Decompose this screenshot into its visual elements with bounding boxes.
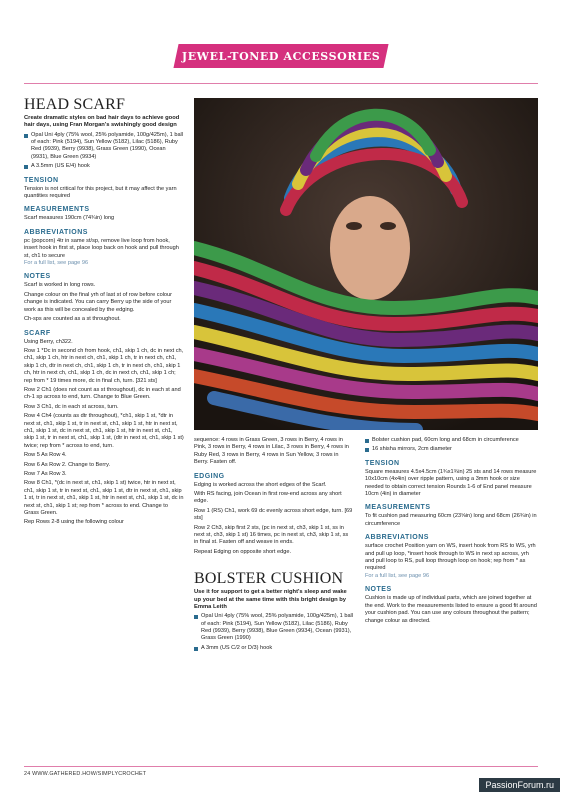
edging-row: Repeat Edging on opposite short edge.	[194, 548, 292, 555]
scarf-row: Row 1 *Dc in second ch from hook, ch1, skip 1 ch, dc in next ch, ch1, skip 1 ch, htr in next ch, ch1, skip 1 ch, tr in next ch, ch1, skip 1 ch, dtr in next ch, ch1, skip 1 ch, tr in next ch, ch1, skip 1 ch, htr in next ch, ch1, skip 1 ch, dc in next ch, ch1, skip 1 ch; rep from * 19 times more, dc in final ch, turn. [321 sts]	[24, 347, 184, 384]
tension-text: Tension is not critical for this project, but it may affect the yarn quantities required	[24, 185, 177, 200]
bolster-materials-item: 16 shisha mirrors, 2cm diameter	[365, 446, 538, 453]
scarf-row: Row 4 Ch4 (counts as dtr throughout), *ch1, skip 1 st, *dtr in next st, ch1, skip 1 st, tr in next st, ch1, skip 1 st, htr in next st, ch1, skip 1 st, dc in next st, ch1, skip 1 st, htr in next st, ch1, skip 1 st, tr in next st, ch1, skip 1 st, (dtr in next st, ch1, skip 1 st) twice; rep from * across to end, turn.	[24, 413, 184, 449]
watermark: PassionForum.ru	[479, 778, 560, 792]
bolster-notes-heading: NOTES	[365, 586, 392, 594]
column-three	[365, 437, 538, 627]
notes-item: Scarf is worked in long rows.	[24, 282, 96, 289]
column-two	[194, 437, 354, 654]
page-footer: 24 WWW.GATHERED.HOW/SIMPLYCROCHET	[24, 771, 147, 777]
scarf-row: Row 2 Ch1 (does not count as st throughout), dc in each st and ch-1 sp across to end, turn. Change to Blue Green.	[24, 386, 181, 401]
scarf-row: Row 3 Ch1, dc in each st across, turn.	[24, 403, 119, 410]
bolster-notes-text: Cushion is made up of individual parts, which are joined together at the end. Work to the measurements listed to ensure a good fit around your cushion pad. You can use any colours throughout the pattern; change colour as directed.	[365, 595, 537, 624]
measurements-text: Scarf measures 190cm (74¾in) long	[24, 215, 115, 222]
bolster-tension-text: Square measures 4.5x4.5cm (1¾x1¾in) 25 sts and 14 rows measure 10x10cm (4x4in) over ripple pattern, using a 3mm hook or size needed to obtain correct tension Rounds 1-6 of End panel measure 10cm (4in) in diameter	[365, 468, 537, 498]
notes-heading: NOTES	[24, 273, 51, 281]
notes-item: Change colour on the final yrh of last st of row before colour change is indicated. You can carry Berry up the side of your work as this will be concealed by the edging.	[24, 291, 173, 313]
section-banner	[173, 44, 388, 68]
bolster-abbreviations-ref: For a full list, see page 96	[365, 572, 430, 579]
head-scarf-title: HEAD SCARF	[24, 96, 126, 113]
head-scarf-intro: Create dramatic styles on bad hair days to achieve good hair days, using Fran Morgan's swishingly good design	[24, 115, 180, 129]
scarf-photo-illustration	[194, 98, 538, 430]
bolster-tension-heading: TENSION	[365, 459, 400, 467]
bolster-intro: Use it for support to get a better night's sleep and wake up your bed at the same time with this bright design by Emma Leith	[194, 589, 347, 610]
abbreviations-ref: For a full list, see page 96	[24, 260, 89, 267]
tension-heading: TENSION	[24, 176, 59, 184]
scarf-photo	[194, 98, 538, 430]
edging-row: Row 1 (RS) Ch1, work 69 dc evenly across short edge, turn. [69 sts]	[194, 507, 353, 522]
bolster-title: BOLSTER CUSHION	[194, 570, 344, 588]
bolster-materials-item: Bolster cushion pad, 60cm long and 68cm in circumference	[365, 437, 538, 444]
head-scarf-column	[24, 96, 184, 529]
top-rule	[24, 83, 538, 84]
abbreviations-heading: ABBREVIATIONS	[24, 228, 88, 236]
scarf-row: Row 6 As Row 2. Change to Berry.	[24, 461, 111, 468]
colour-sequence: sequence: 4 rows in Grass Green, 3 rows in Berry, 4 rows in Pink, 3 rows in Berry, 4 rows in Lilac, 3 rows in Berry, 4 rows in Ruby Red, 3 rows in Berry, 4 rows in Sun Yellow, 3 rows in Berry. Fasten off.	[194, 437, 349, 466]
bolster-abbreviations-text: surface crochet Position yarn on WS, insert hook from RS to WS, yrh and pull up loop, *insert hook through to WS in next sp across, yrh and pull loop to RS, pull loop through loop on hook; rep from * as required	[365, 543, 536, 572]
bolster-abbreviations-heading: ABBREVIATIONS	[365, 534, 429, 542]
bolster-measurements-heading: MEASUREMENTS	[365, 504, 431, 512]
edging-row: Edging is worked across the short edges of the Scarf.	[194, 481, 327, 488]
edging-row: With RS facing, join Ocean in first row-end across any short edge.	[194, 491, 342, 505]
bolster-materials-item: Opal Uni 4ply (75% wool, 25% polyamide, 100g/425m), 1 ball of each: Pink (5194), Sun Yellow (5182), Lilac (5186), Ruby Red (9939), Berry (9938), Blue Green (9934), Ocean (9931), Grass Green (1990)	[194, 613, 354, 643]
bottom-rule	[24, 766, 538, 767]
notes-item: Ch-sps are counted as a st throughout.	[24, 316, 121, 323]
scarf-row: Rep Rows 2-8 using the following colour	[24, 519, 124, 526]
measurements-heading: MEASUREMENTS	[24, 206, 90, 214]
abbreviations-text: pc (popcorn) 4tr in same st/sp, remove live loop from hook, insert hook in first st, place loop back on hook and pull through st, ch1 to secure	[24, 237, 179, 259]
scarf-row: Row 5 As Row 4.	[24, 452, 67, 459]
scarf-row: Row 8 Ch1, *(dc in next st, ch1, skip 1 st) twice, htr in next st, ch1, skip 1 st, tr in next st, ch1, skip 1 st, dtr in next st, ch1, skip 1 st, tr in next st, ch1, skip 1 st, htr in next st, ch1, skip 1 st, dc in next st, ch1, skip 1 st; rep from * across to end. Change to Grass Green.	[24, 480, 184, 517]
scarf-heading: SCARF	[24, 329, 51, 337]
edging-heading: EDGING	[194, 472, 225, 480]
bolster-materials-item: A 3mm (US C/2 or D/3) hook	[194, 645, 354, 652]
bolster-measurements-text: To fit cushion pad measuring 60cm (23⅝in) long and 68cm (26¾in) in circumference	[365, 513, 537, 527]
materials-item: A 3.5mm (US E/4) hook	[24, 163, 184, 170]
scarf-row: Using Berry, ch322.	[24, 338, 73, 345]
scarf-row: Row 7 As Row 3.	[24, 471, 67, 477]
materials-item: Opal Uni 4ply (75% wool, 25% polyamide, 100g/425m), 1 ball of each: Pink (5194), Sun Yellow (5182), Lilac (5186), Ruby Red (9939), Berry (9938), Grass Green (1990), Ocean (9931), Blue Green (9934)	[24, 132, 184, 162]
edging-row: Row 2 Ch3, skip first 2 sts, (pc in next st, ch3, skip 1 st, ss in next st, ch3, skip 1 st) 16 times, pc in next st, ch3, skip 1 st, ss in final st. Fasten off and weave in ends.	[194, 524, 349, 546]
banner-label: JEWEL-TONED ACCESSORIES	[181, 49, 381, 63]
